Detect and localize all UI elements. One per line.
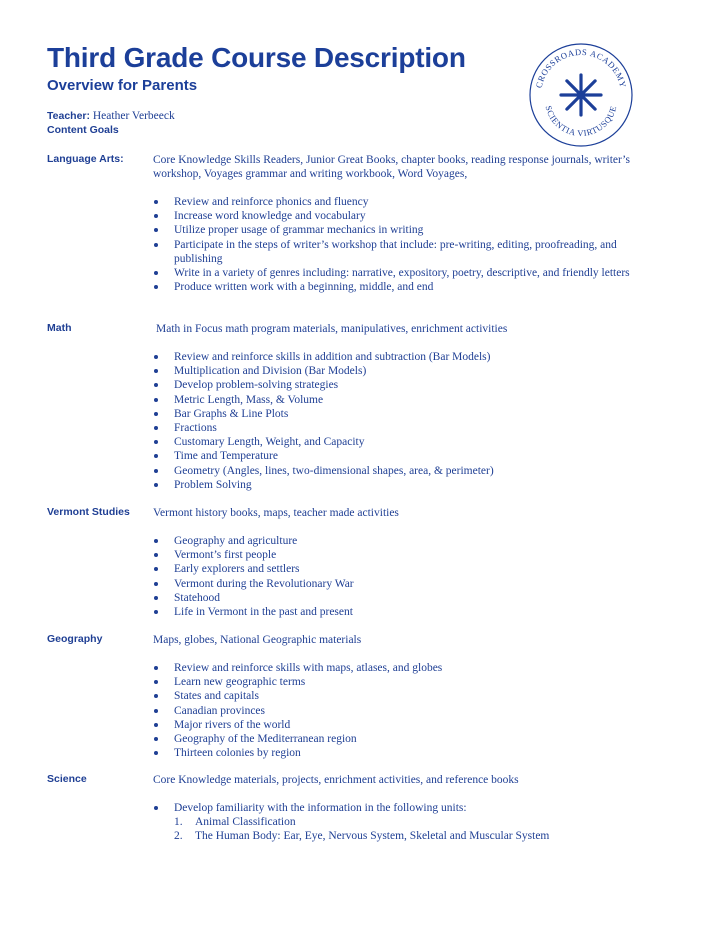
subject-heading: Vermont Studies — [47, 506, 130, 518]
subject-materials: Vermont history books, maps, teacher made activities — [153, 507, 399, 519]
unit-number: 2. — [174, 830, 183, 843]
goal-list — [153, 350, 663, 492]
goal-list — [153, 801, 663, 844]
list-item: Problem Solving — [153, 478, 663, 492]
list-item-text: Develop familiarity with the information in the following units: — [174, 802, 467, 814]
list-item: Vermont during the Revolutionary War — [153, 577, 663, 591]
teacher-name: Heather Verbeeck — [92, 110, 175, 122]
school-seal-logo — [528, 42, 634, 148]
list-item: Life in Vermont in the past and present — [153, 605, 663, 619]
list-item: Thirteen colonies by region — [153, 746, 663, 760]
list-item: Develop problem-solving strategies — [153, 378, 663, 392]
subject-materials: Core Knowledge materials, projects, enrichment activities, and reference books — [153, 774, 519, 786]
page-title: Third Grade Course Description — [47, 42, 466, 73]
list-item: Review and reinforce skills in addition and subtraction (Bar Models) — [153, 350, 663, 364]
list-item: Time and Temperature — [153, 449, 663, 463]
list-item: Write in a variety of genres including: narrative, expository, poetry, descriptive, and friendly letters — [153, 266, 663, 280]
unit-item — [174, 815, 663, 829]
list-item: Vermont’s first people — [153, 548, 663, 562]
unit-number: 1. — [174, 816, 183, 829]
subject-heading: Math — [47, 322, 72, 334]
goal-list — [153, 534, 663, 619]
subject-materials: Core Knowledge Skills Readers, Junior Great Books, chapter books, reading response journals, writer’s workshop, Voyages grammar and writing workbook, Word Voyages, — [153, 154, 630, 180]
teacher-label: Teacher: — [47, 110, 90, 122]
subject-heading: Geography — [47, 633, 103, 645]
list-item: Utilize proper usage of grammar mechanics in writing — [153, 223, 663, 237]
list-item: Fractions — [153, 421, 663, 435]
seal-top-text: CROSSROADS ACADEMY — [533, 46, 629, 90]
list-item: Major rivers of the world — [153, 718, 663, 732]
unit-text: Animal Classification — [195, 816, 296, 829]
subject-materials: Math in Focus math program materials, manipulatives, enrichment activities — [156, 323, 508, 335]
list-item: Produce written work with a beginning, middle, and end — [153, 280, 663, 294]
list-item: Canadian provinces — [153, 704, 663, 718]
list-item: Learn new geographic terms — [153, 675, 663, 689]
list-item: Increase word knowledge and vocabulary — [153, 209, 663, 223]
goal-list — [153, 195, 663, 294]
list-item: Statehood — [153, 591, 663, 605]
subject-heading: Language Arts: — [47, 153, 124, 165]
list-item: Bar Graphs & Line Plots — [153, 407, 663, 421]
goal-list — [153, 661, 663, 760]
list-item — [153, 801, 663, 844]
subject-heading: Science — [47, 773, 87, 785]
list-item: Multiplication and Division (Bar Models) — [153, 364, 663, 378]
unit-list — [174, 815, 663, 843]
list-item: Early explorers and settlers — [153, 562, 663, 576]
list-item: Metric Length, Mass, & Volume — [153, 393, 663, 407]
list-item: Participate in the steps of writer’s workshop that include: pre-writing, editing, proofreading, and publishing — [153, 238, 663, 266]
unit-text: The Human Body: Ear, Eye, Nervous System, Skeletal and Muscular System — [195, 830, 550, 843]
list-item: States and capitals — [153, 689, 663, 703]
list-item: Geography of the Mediterranean region — [153, 732, 663, 746]
list-item: Customary Length, Weight, and Capacity — [153, 435, 663, 449]
page-subtitle: Overview for Parents — [47, 77, 198, 94]
unit-item — [174, 829, 663, 843]
content-goals-heading: Content Goals — [47, 124, 119, 136]
teacher-line — [47, 110, 175, 122]
subject-materials: Maps, globes, National Geographic materials — [153, 634, 362, 646]
list-item: Geography and agriculture — [153, 534, 663, 548]
list-item: Geometry (Angles, lines, two-dimensional shapes, area, & perimeter) — [153, 464, 663, 478]
list-item: Review and reinforce skills with maps, atlases, and globes — [153, 661, 663, 675]
list-item: Review and reinforce phonics and fluency — [153, 195, 663, 209]
seal-bottom-text: SCIENTIA VIRTUSQUE — [543, 104, 619, 139]
